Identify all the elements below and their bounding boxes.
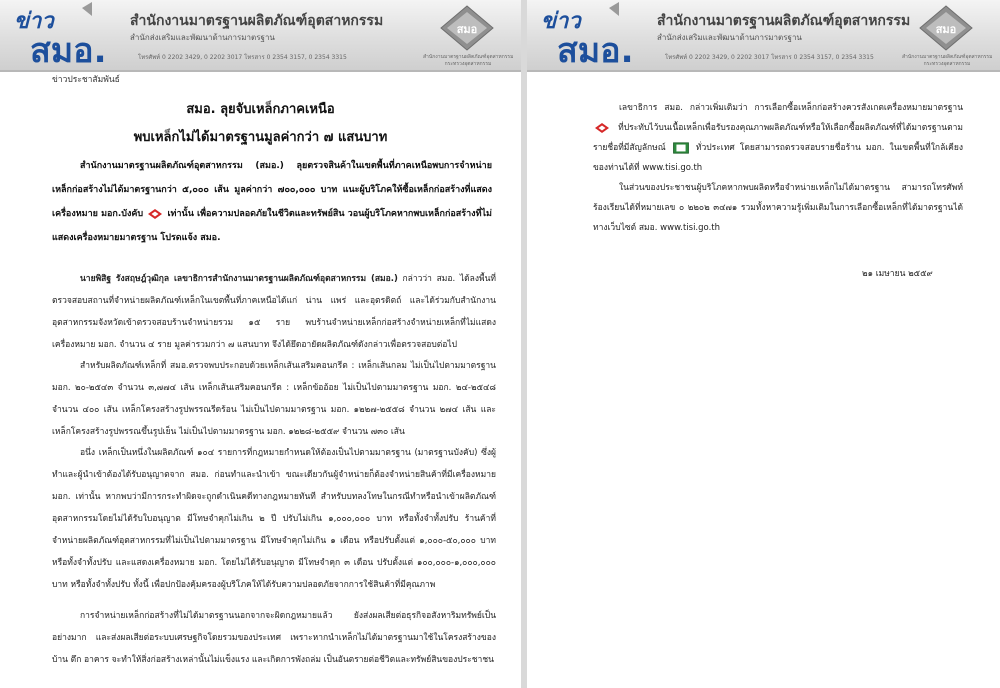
svg-text:สมอ.: สมอ. [30, 31, 107, 68]
tisi-emblem-icon [918, 4, 974, 52]
emblem-caption: สำนักงานมาตรฐานผลิตภัณฑ์อุตสาหกรรม [423, 54, 514, 60]
paragraph-5-text-c: ทั่วประเทศ โดยสามารถตรวจสอบรายชื่อร้าน มอก. ในเขตพื้นที่ใกล้เคียงของท่านได้ที่ www.tisi.go.th [593, 143, 963, 173]
svg-text:ข่าว: ข่าว [14, 9, 54, 34]
division-name: สำนักส่งเสริมและพัฒนาด้านการมาตรฐาน [657, 33, 802, 42]
tisi-news-logo [10, 2, 120, 68]
letterhead [527, 0, 1000, 72]
tisi-news-logo [537, 2, 647, 68]
org-name: สำนักงานมาตรฐานผลิตภัณฑ์อุตสาหกรรม [130, 13, 384, 29]
tisi-mandatory-mark-icon [595, 123, 609, 133]
lead-text-a: สำนักงานมาตรฐานผลิตภัณฑ์อุตสาหกรรม (สมอ.) ลุยตรวจสินค้าในเขตพื้นที่ภาคเหนือพบการจำหน่ายเหล็กก่อสร้างไม่ได้มาตรฐานกว่า ๕,๐๐๐ เส้น มูลค่ากว่า ๗๐๐,๐๐๐ บาท แนะผู้บริโภคให้ซื้อเหล็กก่อสร้างที่แสดงเครื่องหมาย มอก.บังคับ [52, 161, 492, 219]
tisi-emblem-icon [439, 4, 495, 52]
release-date: ๒๑ เมษายน ๒๕๕๙ [862, 269, 933, 279]
paragraph-5-text-a: เลขาธิการ สมอ. กล่าวเพิ่มเติมว่า การเลือกซื้อเหล็กก่อสร้างควรสังเกตเครื่องหมายมาตรฐาน [619, 103, 963, 113]
contact-line: โทรศัพท์ 0 2202 3429, 0 2202 3017 โทรสาร 0 2354 3157, 0 2354 3315 [138, 54, 347, 61]
letterhead [0, 0, 521, 72]
emblem-text: สมอ [935, 23, 957, 36]
lead-paragraph [52, 154, 492, 250]
paragraph-4: การจำหน่ายเหล็กก่อสร้างที่ไม่ได้มาตรฐานนอกจากจะผิดกฎหมายแล้ว ยังส่งผลเสียต่อธุรกิจอสังหาริมทรัพย์เป็นอย่างมาก และส่งผลเสียต่อระบบเศรษฐกิจโดยรวมของประเทศ เพราะหากนำเหล็กไม่ได้มาตรฐานมาใช้ในโครงสร้างของบ้าน ตึก อาคาร จะทำให้สิ่งก่อสร้างเหล่านั้นไม่แข็งแรง และเกิดการพังถล่ม เป็นอันตรายต่อชีวิตและทรัพย์สินของประชาชน [52, 611, 496, 665]
tisi-shop-symbol-icon [673, 141, 689, 155]
paragraph-5 [593, 98, 963, 178]
paragraph-2: สำหรับผลิตภัณฑ์เหล็กที่ สมอ.ตรวจพบประกอบด้วยเหล็กเส้นเสริมคอนกรีต : เหล็กเส้นกลม ไม่เป็นไปตามมาตรฐาน มอก. ๒๐-๒๕๔๓ จำนวน ๓,๗๗๔ เส้น เหล็กเส้นเสริมคอนกรีต : เหล็กข้ออ้อย ไม่เป็นไปตามมาตรฐาน มอก. ๒๔-๒๕๔๘ จำนวน ๔๐๐ เส้น เหล็กโครงสร้างรูปพรรณรีดร้อน ไม่เป็นไปตามมาตรฐาน มอก. ๑๒๒๗-๒๕๕๘ จำนวน ๒๗๔ เส้น และเหล็กโครงสร้างรูปพรรณขึ้นรูปเย็น ไม่เป็นไปตามมาตรฐาน มอก. ๑๒๒๘-๒๕๕๙ จำนวน ๗๓๐ เส้น [52, 361, 496, 437]
emblem-caption-ministry: กระทรวงอุตสาหกรรม [444, 61, 492, 67]
emblem-caption: สำนักงานมาตรฐานผลิตภัณฑ์อุตสาหกรรม [902, 54, 993, 60]
press-release-page-2 [527, 0, 1000, 688]
paragraph-3: อนึ่ง เหล็กเป็นหนึ่งในผลิตภัณฑ์ ๑๐๔ รายการที่กฎหมายกำหนดให้ต้องเป็นไปตามมาตรฐาน (มาตรฐานบังคับ) ซึ่งผู้ทำและผู้นำเข้าต้องได้รับอนุญาตจาก สมอ. ก่อนทำและนำเข้า ขณะเดียวกันผู้จำหน่ายก็ต้องจำหน่ายสินค้าที่มีเครื่องหมาย มอก. เท่านั้น หากพบว่ามีการกระทำผิดจะถูกดำเนินคดีทางกฎหมายทันที สำหรับบทลงโทษในกรณีทำหรือนำเข้าผลิตภัณฑ์อุตสาหกรรมโดยไม่ได้รับใบอนุญาต มีโทษจำคุกไม่เกิน ๒ ปี ปรับไม่เกิน ๑,๐๐๐,๐๐๐ บาท หรือทั้งจำทั้งปรับ ร้านค้าที่จำหน่ายผลิตภัณฑ์อุตสาหกรรมที่ไม่เป็นไปตามมาตรฐาน มีโทษจำคุกไม่เกิน ๑ เดือน หรือปรับตั้งแต่ ๑,๐๐๐-๕๐,๐๐๐ บาท หรือทั้งจำทั้งปรับ และแสดงเครื่องหมาย มอก. โดยไม่ได้รับอนุญาต มีโทษจำคุก ๓ เดือน ปรับตั้งแต่ ๑๐๐,๐๐๐-๑,๐๐๐,๐๐๐ บาท หรือทั้งจำทั้งปรับ ทั้งนี้ เพื่อปกป้องคุ้มครองผู้บริโภคให้ได้รับความปลอดภัยจากการใช้สินค้าที่มีคุณภาพ [52, 448, 496, 590]
lead-text-b: เท่านั้น เพื่อความปลอดภัยในชีวิตและทรัพย์สิน วอนผู้บริโภคหากพบเหล็กก่อสร้างที่ไม่แสดงเครื่องหมายมาตรฐาน โปรดแจ้ง สมอ. [52, 209, 492, 243]
svg-text:สมอ.: สมอ. [557, 31, 634, 68]
paragraph-5-text-b: ที่ประทับไว้บนเนื้อเหล็กเพื่อรับรองคุณภาพผลิตภัณฑ์หรือให้เลือกซื้อผลิตภัณฑ์ที่ได้มาตรฐานตามรายชื่อที่มีสัญลักษณ์ [593, 123, 963, 153]
org-name: สำนักงานมาตรฐานผลิตภัณฑ์อุตสาหกรรม [657, 13, 911, 29]
headline-line-1: สมอ. ลุยจับเหล็กภาคเหนือ [186, 102, 335, 117]
division-name: สำนักส่งเสริมและพัฒนาด้านการมาตรฐาน [130, 33, 275, 42]
secretary-general-name: นายพิสิฐ รังสฤษฎ์วุฒิกุล เลขาธิการสำนักงานมาตรฐานผลิตภัณฑ์อุตสาหกรรม (สมอ.) [80, 274, 398, 284]
svg-text:ข่าว: ข่าว [541, 9, 581, 34]
emblem-caption-ministry: กระทรวงอุตสาหกรรม [923, 61, 971, 67]
press-release-label: ข่าวประชาสัมพันธ์ [52, 75, 120, 85]
headline-line-2: พบเหล็กไม่ได้มาตรฐานมูลค่ากว่า ๗ แสนบาท [133, 130, 388, 145]
tisi-mandatory-mark-icon [148, 209, 162, 219]
contact-line: โทรศัพท์ 0 2202 3429, 0 2202 3017 โทรสาร 0 2354 3157, 0 2354 3315 [665, 54, 874, 61]
paragraph-1-body: กล่าวว่า สมอ. ได้ลงพื้นที่ตรวจสอบสถานที่จำหน่ายผลิตภัณฑ์เหล็กในเขตพื้นที่ภาคเหนือได้แก่ น่าน แพร่ และอุตรดิตถ์ และได้ร่วมกับสำนักงานอุตสาหกรรมจังหวัดเข้าตรวจสอบร้านจำหน่ายรวม ๑๕ ราย พบร้านจำหน่ายเหล็กก่อสร้างจำหน่ายเหล็กที่ไม่แสดงเครื่องหมาย มอก. จำนวน ๔ ราย มูลค่ารวมกว่า ๗ แสนบาท จึงได้ยึดอายัดผลิตภัณฑ์ดังกล่าวเพื่อตรวจสอบต่อไป [52, 274, 496, 350]
paragraph-6: ในส่วนของประชาชนผู้บริโภคหากพบผลิตหรือจำหน่ายเหล็กไม่ได้มาตรฐาน สามารถโทรศัพท์ร้องเรียนได้ที่หมายเลข ๐ ๒๒๐๒ ๓๔๗๑ รวมทั้งหาความรู้เพิ่มเติมในการเลือกซื้อเหล็กที่ได้มาตรฐานได้ทางเว็บไซต์ สมอ. www.tisi.go.th [593, 183, 963, 233]
paragraph-1 [52, 268, 496, 356]
emblem-text: สมอ [456, 23, 478, 36]
